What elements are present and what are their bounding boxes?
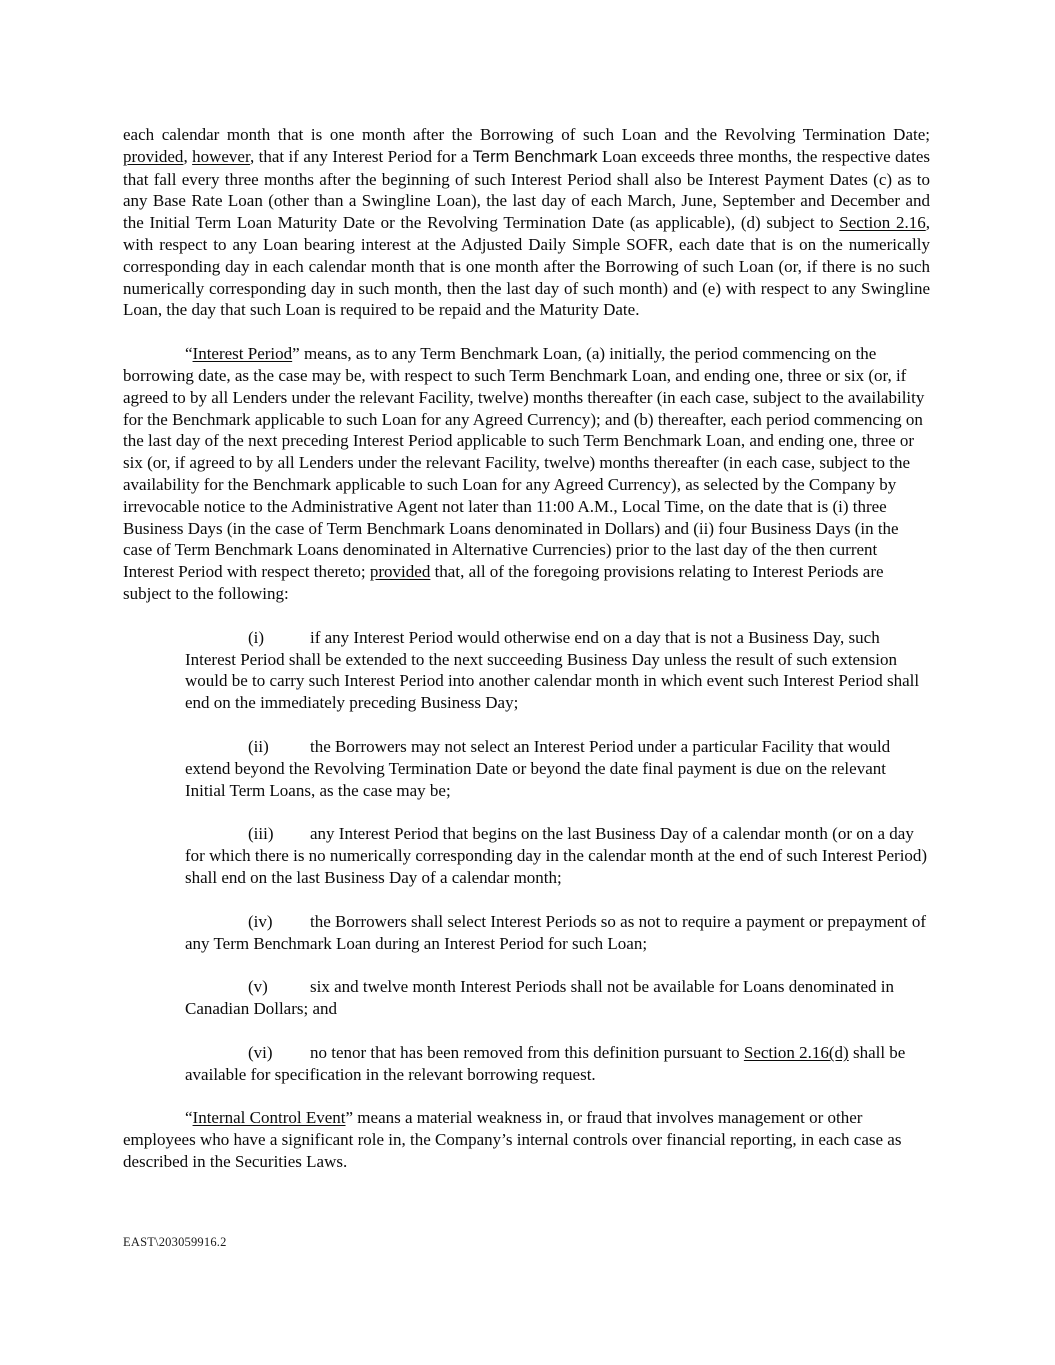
section-reference-2-16d: Section 2.16(d) [743, 1042, 849, 1062]
clause-marker: (iii) [248, 824, 274, 844]
text-run: “ [185, 344, 193, 364]
text-run: ” means, as to any Term Benchmark Loan, (a) initially, the period commencing on the borrowing date, as the case may be, with respect to such Term Benchmark Loan, and ending one, three or six (or, if agreed to by all Lenders under the relevant Facility, twelve) months thereafter (in each case, subject to the availability for the Benchmark applicable to such Loan for any Agreed Currency); and (b) thereafter, each period commencing on the last day of the next preceding Interest Period applicable to such Term Benchmark Loan, and ending one, three or six (or, if agreed to by all Lenders under the relevant Facility, twelve) months thereafter (in each case, subject to the availability for the Benchmark applicable to such Loan for any Agreed Currency), as selected by the Company by irrevocable notice to the Administrative Agent not later than 11:00 A.M., Local Time, on the date that is (i) three Business Days (in the case of Term Benchmark Loans denominated in Dollars) and (ii) four Business Days (in the case of Term Benchmark Loans denominated in Alternative Currencies) prior to the last day of the then current Interest Period with respect thereto; [123, 344, 925, 582]
clause-text: any Interest Period that begins on the last Business Day of a calendar month (or on a day for which there is no numerically corresponding day in the calendar month at the end of such Interest Period) shall end on the last Business Day of a calendar month; [185, 824, 928, 887]
clause-marker: (iv) [248, 911, 273, 931]
para-internal-control-event-definition [123, 1107, 930, 1172]
doc-control-number: EAST\203059916.2 [123, 1235, 227, 1249]
clause-item-iii [185, 823, 930, 888]
section-reference-2-16: Section 2.16 [839, 213, 926, 233]
clause-item-i [185, 627, 930, 714]
clause-marker: (ii) [248, 736, 269, 756]
clause-text: no tenor that has been removed from this definition pursuant to [310, 1042, 744, 1062]
clause-text: the Borrowers may not select an Interest Period under a particular Facility that would extend beyond the Revolving Termination Date or beyond the date final payment is due on the relevant Initial Term Loans, as the case may be; [185, 736, 891, 800]
text-run: , with respect to any Loan bearing interest at the Adjusted Daily Simple SOFR, each date that is on the numerically corresponding day in each calendar month that is one month after the Borrowing of such Loan (or, if there is no such numerically corresponding day in such month, then the last day of such month) and (e) with respect to any Swingline Loan, the day that such Loan is required to be repaid and the Maturity Date. [123, 213, 930, 320]
text-run: , [183, 146, 193, 166]
clause-item-iv [185, 911, 930, 955]
clause-text: six and twelve month Interest Periods shall not be available for Loans denominated in Canadian Dollars; and [185, 977, 894, 1019]
clause-marker: (vi) [248, 1042, 273, 1062]
para-interest-payment-dates-continuation [123, 124, 930, 321]
clause-item-vi [185, 1042, 930, 1086]
document-body [123, 124, 930, 1195]
clause-item-v [185, 976, 930, 1020]
clause-text: the Borrowers shall select Interest Periods so as not to require a payment or prepayment of any Term Benchmark Loan during an Interest Period for such Loan; [185, 911, 927, 953]
text-run: Loan exceeds three months, the respective dates that fall every three months after the beginning of such Interest Period shall also be Interest Payment Dates (c) as to any Base Rate Loan (other than a Swingline Loan), the last day of each March, June, September and December and the Initial Term Loan Maturity Date or the Revolving Termination Date (as applicable), (d) subject to [123, 146, 931, 233]
clause-marker: (v) [248, 977, 268, 997]
text-run-term-benchmark: Term Benchmark [472, 147, 598, 166]
underlined-term-provided: provided [123, 146, 184, 166]
text-run: , that if any Interest Period for a [249, 146, 473, 166]
clause-marker: (i) [248, 627, 265, 647]
underlined-term-however: however [192, 146, 250, 166]
text-run: “ [185, 1108, 193, 1128]
para-interest-period-definition [123, 343, 930, 605]
text-run: ” means a material weakness in, or fraud that involves management or other employees who have a significant role in, the Company’s internal controls over financial reporting, in each case as described in the Securities Laws. [123, 1108, 902, 1172]
underlined-term-provided: provided [369, 562, 431, 582]
defined-term-internal-control-event: Internal Control Event [192, 1108, 346, 1128]
text-run: that, all of the foregoing provisions relating to Interest Periods are subject to the following: [123, 562, 884, 603]
clause-item-ii [185, 736, 930, 801]
clause-text: shall be available for specification in the relevant borrowing request. [185, 1042, 906, 1084]
text-run: each calendar month that is one month after the Borrowing of such Loan and the Revolving Termination Date; [123, 125, 930, 144]
defined-term-interest-period: Interest Period [192, 344, 293, 364]
clause-text: if any Interest Period would otherwise end on a day that is not a Business Day, such Interest Period shall be extended to the next succeeding Business Day unless the result of such extension would be to carry such Interest Period into another calendar month in which event such Interest Period shall end on the immediately preceding Business Day; [185, 627, 920, 713]
